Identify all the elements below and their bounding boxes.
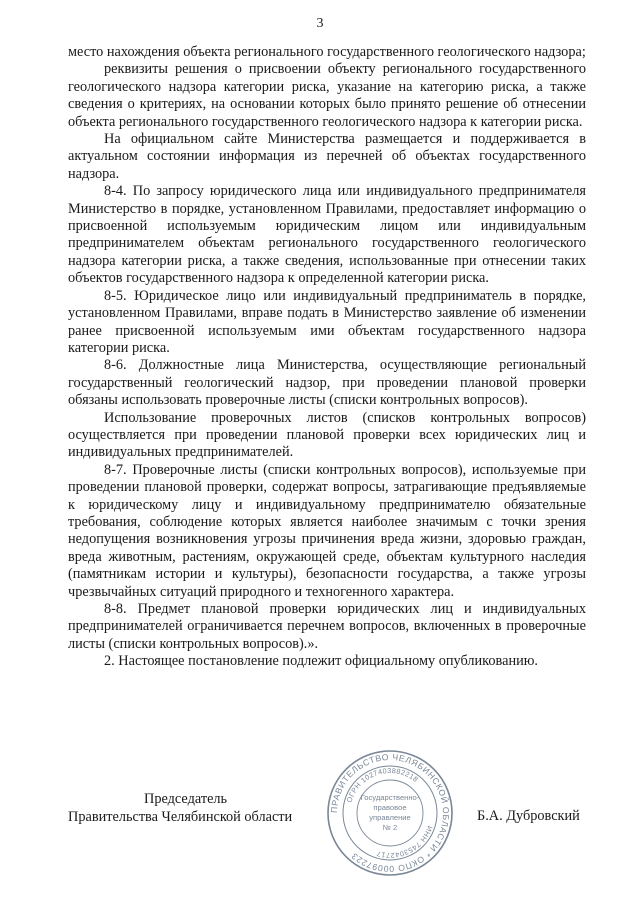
paragraph: место нахождения объекта регионального государственного геологического надзора; [68,44,586,60]
seal-center-line-2: правовое [373,803,407,812]
paragraph: Использование проверочных листов (списков контрольных вопросов) осуществляется при проведении плановой проверки всех юридических лиц и индивидуальных предпринимателей. [68,409,586,461]
paragraph: 8-7. Проверочные листы (списки контрольных вопросов), используемые при проведении плановой проверки, содержат вопросы, затрагивающие предъявляемые к юридическому лицу и индивидуальному предпринимателю обязательные требования, соблюдение которых является наиболее значимым с точки зрения недопущения возникновения угрозы причинения вреда жизни, здоровью граждан, вреда животным, растениям, окружающей среде, объектам культурного наследия (памятникам истории и культуры), безопасности государства, а также угрозы чрезвычайных ситуаций природного и техногенного характера. [68,461,586,600]
paragraph: реквизиты решения о присвоении объекту регионального государственного геологического надзора категории риска, указание на категорию риска, а также сведения о критериях, на основании которых было принято решение об отнесении объекта регионального государственного геологического надзора к категории риска. [68,61,586,130]
paragraph: 2. Настоящее постановление подлежит официальному опубликованию. [104,653,539,670]
signatory-title-line-1: Председатель [144,791,228,807]
signatory-name: Б.А. Дубровский [477,808,580,824]
seal-inner-top-text: ОГРН 1027403882218 [344,765,421,804]
paragraph: 8-8. Предмет плановой проверки юридических лиц и индивидуальных предпринимателей ограничивается перечнем вопросов, включенных в проверочные листы (списки контрольных вопросов).». [68,601,586,652]
official-seal [325,748,455,878]
paragraph: 8-5. Юридическое лицо или индивидуальный предприниматель в порядке, установленном Правилами, вправе подать в Министерство заявление об изменении ранее присвоенной используемым ими объектам государственного надзора категории риска. [68,287,586,356]
signatory-title [68,790,318,826]
page-number: 3 [316,16,324,31]
seal-graphic [325,748,455,878]
seal-outer-text: ПРАВИТЕЛЬСТВО ЧЕЛЯБИНСКОЙ ОБЛАСТИ * ОКПО 00097223 [328,751,452,875]
seal-center-line-1: Государственно- [360,793,420,802]
signatory-title-line-2: Правительства Челябинской области [68,809,293,825]
seal-center-line-4: № 2 [382,823,398,832]
paragraph: 8-4. По запросу юридического лица или индивидуального предпринимателя Министерство в порядке, установленном Правилами, предоставляет информацию о присвоенной используемым юридическим лицом или индивидуальным предпринимателем объектам регионального государственного геологического надзора категории риска, а также сведения, использованные при отнесении таких объектов государственного надзора к определенной категории риска. [68,183,586,287]
seal-inner-bottom-text: ИНН 7453042717 [375,824,435,861]
seal-center-line-3: управление [369,813,411,822]
document-body [68,44,586,671]
paragraph: На официальном сайте Министерства размещается и поддерживается в актуальном состоянии информация из перечней об объектах государственного надзора. [68,131,586,182]
paragraph: 8-6. Должностные лица Министерства, осуществляющие региональный государственный геологический надзор, при проведении плановой проверки обязаны использовать проверочные листы (списки контрольных вопросов). [68,357,586,409]
